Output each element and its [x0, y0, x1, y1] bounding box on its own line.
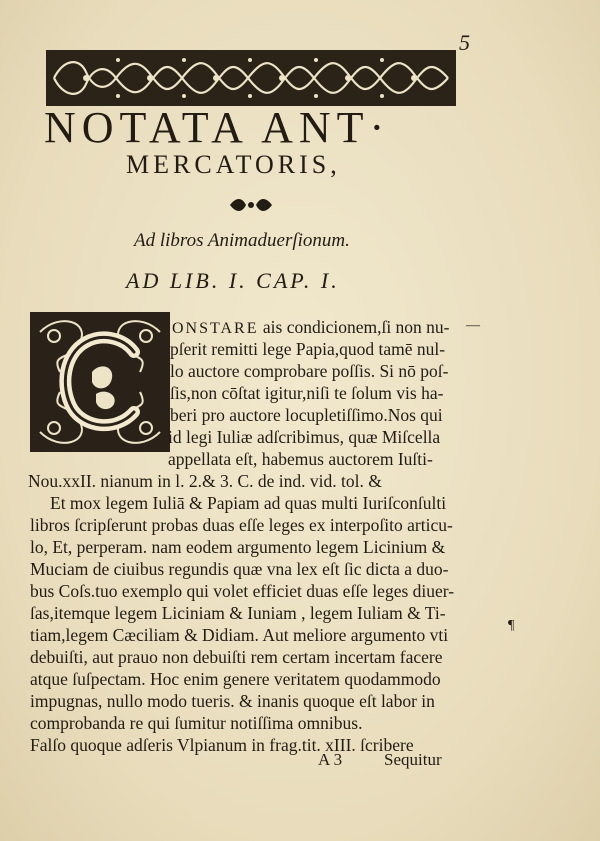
page-title-line-2: MERCATORIS,	[126, 150, 341, 179]
text-line-9: Et mox legem Iuliā & Papiam ad quas multi Iuriſconſulti	[50, 493, 447, 513]
catchword: Sequitur	[384, 750, 442, 769]
text-line-5: beri pro auctore locupletiſſimo.Nos qui	[170, 405, 443, 425]
section-subtitle: Ad libros Animaduerſionum.	[134, 230, 350, 251]
margin-mark: ¶	[508, 618, 515, 633]
page-number: 5	[459, 30, 470, 55]
text-line-10: libros ſcripſerunt probas duas eſſe leges ex interpoſito articu-	[30, 515, 453, 535]
text-line-13: bus Coſs.tuo exemplo qui volet efficiet duas eſſe leges diuer-	[30, 581, 455, 601]
text-line-17: atque ſuſpectam. Hoc enim genere veritatem quodammodo	[30, 669, 441, 689]
decorated-initial-c	[30, 312, 170, 452]
text-line-14: ſas,itemque legem Liciniam & Iuniam , legem Iuliam & Ti-	[30, 603, 446, 623]
text-line-7: appellata eſt, habemus auctorem Iuſti-	[168, 449, 433, 469]
page-title: NOTATA ANT·	[44, 103, 391, 152]
text-line-20: Falſo quoque adſeris Vlpianum in frag.tit. xIII. ſcribere	[30, 735, 414, 755]
text-line-1-rest: ais condicionem,ſi non nu-	[258, 317, 450, 337]
text-line-16: debuiſti, aut prauo non debuiſti rem certam incertam facere	[30, 647, 443, 667]
signature-mark: A 3	[318, 750, 343, 769]
text-line-1-capitals: ONSTARE	[172, 320, 259, 337]
fleuron-ornament	[228, 197, 274, 213]
text-line-8: Nou.xxII. nianum in l. 2.& 3. C. de ind. vid. tol. &	[28, 471, 382, 491]
margin-mark: —	[466, 318, 480, 333]
text-line-6: id legi Iuliæ adſcribimus, quæ Miſcella	[168, 427, 441, 447]
text-line-18: impugnas, nullo modo tueris. & inanis quoque eſt labor in	[30, 691, 435, 711]
text-line-3: lo auctore comprobare poſſis. Si nō poſ-	[170, 361, 449, 381]
text-line-2: pſerit remitti lege Papia,quod tamē nul-	[170, 339, 446, 359]
text-line-12: Muciam de ciuibus regundis quæ vna lex eſt ſic dicta a duo-	[30, 559, 449, 579]
ornamental-headpiece	[46, 50, 456, 106]
text-line-4: ſis,non cōſtat igitur,niſi te ſolum vis ha-	[170, 383, 444, 403]
text-line-11: lo, Et, perperam. nam eodem argumento legem Licinium &	[30, 537, 446, 557]
text-line-19: comprobanda re qui ſumitur notiſſima omnibus.	[30, 713, 363, 733]
text-line-15: tiam,legem Cæciliam & Didiam. Aut meliore argumento vti	[30, 625, 449, 645]
chapter-heading: AD LIB. I. CAP. I.	[126, 268, 340, 293]
text-line-1	[172, 316, 450, 340]
